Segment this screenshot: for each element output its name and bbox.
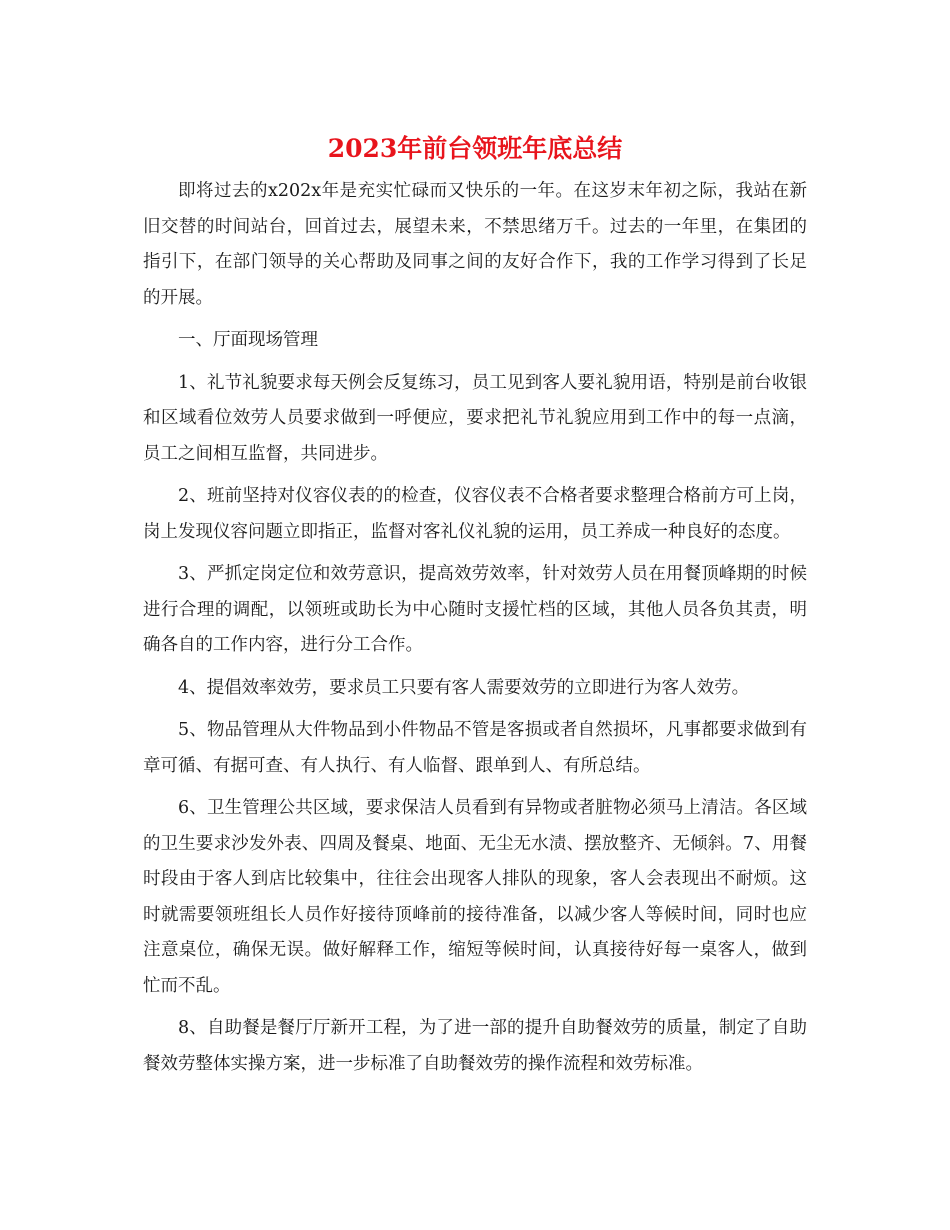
paragraph-item-5: 5、物品管理从大件物品到小件物品不管是客损或者自然损坏，凡事都要求做到有章可循、有据可查、有人执行、有人临督、跟单到人、有所总结。	[143, 720, 807, 776]
paragraph-item-4: 4、提倡效率效劳，要求员工只要有客人需要效劳的立即进行为客人效劳。	[178, 677, 750, 698]
paragraph-item-8: 8、自助餐是餐厅厅新开工程，为了进一部的提升自助餐效劳的质量，制定了自助餐效劳整体实操方案，进一步标准了自助餐效劳的操作流程和效劳标准。	[143, 1018, 807, 1074]
paragraph-item-1: 1、礼节礼貌要求每天例会反复练习，员工见到客人要礼貌用语，特别是前台收银和区域看位效劳人员要求做到一呼便应，要求把礼节礼貌应用到工作中的每一点滴，员工之间相互监督，共同进步。	[143, 372, 807, 464]
paragraph-intro: 即将过去的x202x年是充实忙碌而又快乐的一年。在这岁末年初之际，我站在新旧交替的时间站台，回首过去，展望未来，不禁思绪万千。过去的一年里，在集团的指引下，在部门领导的关心帮助及同事之间的友好合作下，我的工作学习得到了长足的开展。	[143, 181, 807, 308]
paragraph-item-3: 3、严抓定岗定位和效劳意识，提高效劳效率，针对效劳人员在用餐顶峰期的时候进行合理的调配，以领班或助长为中心随时支援忙档的区域，其他人员各负其责，明确各自的工作内容，进行分工合作。	[143, 564, 807, 655]
paragraph-item-2: 2、班前坚持对仪容仪表的的检查，仪容仪表不合格者要求整理合格前方可上岗，岗上发现仪容问题立即指正，监督对客礼仪礼貌的运用，员工养成一种良好的态度。	[143, 486, 807, 542]
section-heading: 一、厅面现场管理	[178, 330, 318, 350]
paragraph-item-6-7: 6、卫生管理公共区域，要求保洁人员看到有异物或者脏物必须马上清洁。各区域的卫生要求沙发外表、四周及餐桌、地面、无尘无水渍、摆放整齐、无倾斜。7、用餐时段由于客人到店比较集中，往往会出现客人排队的现象，客人会表现出不耐烦。这时就需要领班组长人员作好接待顶峰前的接待准备，以减少客人等候时间，同时也应注意桌位，确保无误。做好解释工作，缩短等候时间，认真接待好每一桌客人，做到忙而不乱。	[143, 798, 807, 996]
document-body	[143, 174, 807, 1089]
document-title: 2023年前台领班年底总结	[327, 134, 623, 163]
